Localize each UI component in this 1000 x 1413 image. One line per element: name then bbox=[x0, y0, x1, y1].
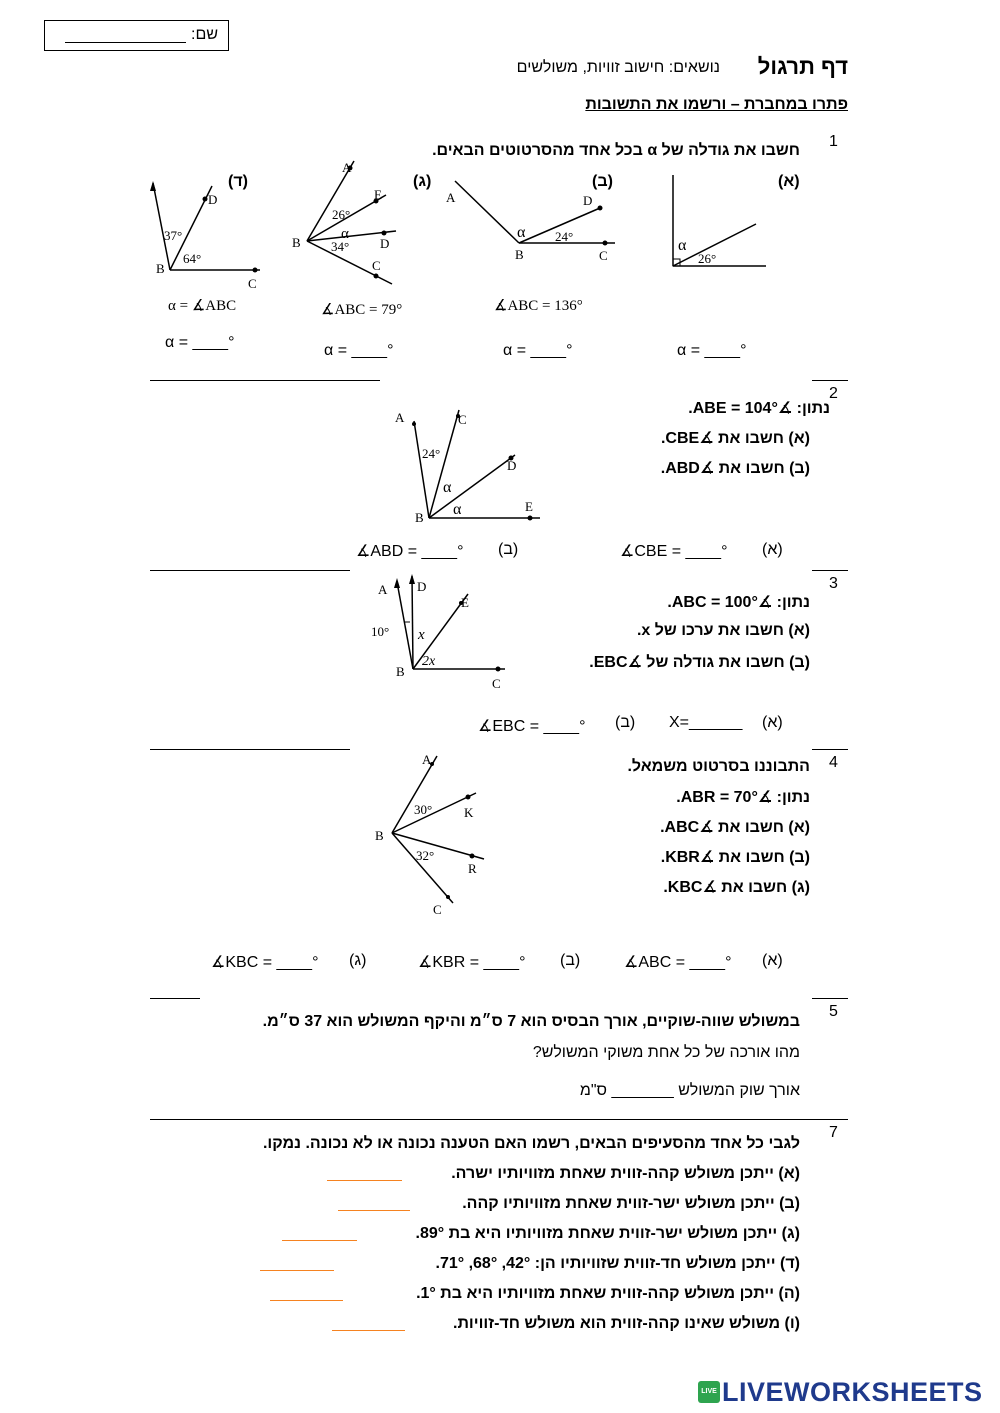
svg-text:26°: 26° bbox=[332, 207, 351, 222]
svg-text:D: D bbox=[417, 579, 427, 594]
divider bbox=[150, 570, 350, 571]
name-box[interactable] bbox=[44, 20, 229, 51]
q1-label-d: (ד) bbox=[228, 173, 248, 190]
svg-text:A: A bbox=[378, 582, 388, 597]
q5-line2: מהו אורכה של כל אחת משוקי המשולש? bbox=[532, 1044, 800, 1061]
q2-number: 2 bbox=[829, 385, 838, 402]
svg-text:B: B bbox=[375, 828, 384, 843]
svg-text:B: B bbox=[515, 247, 524, 262]
q2-diagram bbox=[385, 400, 555, 530]
instruction: פתרו במחברת – ורשמו את התשובות bbox=[585, 96, 848, 113]
divider bbox=[812, 749, 848, 750]
q7-item-c: (ג) ייתכן משולש ישר-זווית שאחת מזוויותיו היא בת 89°. bbox=[415, 1225, 800, 1242]
svg-text:α: α bbox=[443, 479, 452, 496]
q5-line1: במשולש שווה-שוקיים, אורך הבסיס הוא 7 ס״מ והיקף המשולש הוא 37 ס״מ. bbox=[262, 1013, 800, 1030]
q1-label-c: (ג) bbox=[413, 173, 432, 190]
svg-text:x: x bbox=[418, 627, 425, 643]
svg-text:R: R bbox=[468, 861, 477, 876]
q1-given-b: ∡ABC = 136° bbox=[494, 298, 583, 314]
q3-part-b: (ב) חשבו את גודלה של ∡EBC. bbox=[589, 654, 810, 671]
q1-text: חשבו את גודלה של α בכל אחד מהסרטוטים הבאים. bbox=[432, 142, 800, 159]
q1-diagram-a bbox=[673, 175, 766, 266]
svg-text:D: D bbox=[208, 192, 218, 207]
q4-part-a: (א) חשבו את ∡ABC. bbox=[660, 819, 810, 836]
svg-text:B: B bbox=[396, 664, 405, 679]
q7-item-e: (ה) ייתכן משולש קהה-זווית שאחת מזוויותיו היא בת 1°. bbox=[416, 1285, 800, 1302]
q7-item-a: (א) ייתכן משולש קהה-זווית שאחת מזוויותיו ישרה. bbox=[451, 1165, 800, 1182]
page-title: דף תרגול bbox=[757, 54, 848, 79]
q3-part-a: (א) חשבו את ערכו של x. bbox=[636, 622, 810, 639]
q1-number: 1 bbox=[829, 133, 838, 150]
svg-text:C: C bbox=[492, 676, 501, 691]
svg-text:C: C bbox=[248, 276, 257, 291]
svg-text:E: E bbox=[374, 187, 382, 202]
divider bbox=[150, 749, 350, 750]
q7-answer-e[interactable] bbox=[270, 1300, 343, 1301]
q4-part-b: (ב) חשבו את ∡KBR. bbox=[660, 849, 810, 866]
q4-given: נתון: ∡ABR = 70°. bbox=[676, 789, 810, 806]
q7-item-f: (ו) משולש שאינו קהה-זווית הוא משולש חד-זוויות. bbox=[453, 1315, 800, 1332]
q7-answer-f[interactable] bbox=[332, 1330, 405, 1331]
q1-answer-d[interactable]: α = ____° bbox=[165, 334, 235, 351]
divider bbox=[150, 1119, 848, 1120]
svg-text:B: B bbox=[292, 235, 301, 250]
q2-answer-a[interactable]: ∡CBE = ____° bbox=[620, 543, 728, 560]
svg-text:10°: 10° bbox=[371, 624, 390, 639]
q1-diagram-d bbox=[150, 181, 260, 291]
q1-diagram-c bbox=[292, 160, 396, 284]
svg-text:α: α bbox=[453, 501, 462, 518]
svg-text:34°: 34° bbox=[331, 239, 350, 254]
svg-text:α: α bbox=[678, 237, 687, 254]
svg-text:B: B bbox=[156, 261, 165, 276]
q3-answer-a[interactable]: X=______ bbox=[669, 714, 743, 731]
svg-text:C: C bbox=[599, 248, 608, 263]
svg-text:K: K bbox=[464, 805, 474, 820]
q1-answer-a[interactable]: α = ____° bbox=[677, 342, 747, 359]
q1-answer-b[interactable]: α = ____° bbox=[503, 342, 573, 359]
q1-label-a: (א) bbox=[778, 173, 800, 190]
svg-text:D: D bbox=[583, 193, 593, 208]
divider bbox=[812, 380, 848, 381]
q3-given: נתון: ∡ABC = 100°. bbox=[667, 594, 810, 611]
q4-answer-b-label: (ב) bbox=[560, 952, 581, 969]
q1-given-d: α = ∡ABC bbox=[168, 298, 237, 314]
q1-label-b: (ב) bbox=[592, 173, 613, 190]
divider bbox=[812, 998, 848, 999]
svg-text:A: A bbox=[395, 410, 405, 425]
svg-text:B: B bbox=[415, 510, 424, 525]
q1-diagram-b bbox=[446, 181, 615, 263]
q5-answer[interactable]: אורך שוק המשולש _______ ס"מ bbox=[579, 1082, 800, 1099]
svg-text:α: α bbox=[341, 226, 349, 242]
q7-answer-c[interactable] bbox=[282, 1240, 357, 1241]
q7-item-b: (ב) ייתכן משולש ישר-זווית שאחת מזוויותיו קהה. bbox=[462, 1195, 800, 1212]
q7-intro: לגבי כל אחד מהסעיפים הבאים, רשמו האם הטענה נכונה או לא נכונה. נמקו. bbox=[262, 1135, 800, 1152]
q3-diagram bbox=[360, 572, 520, 692]
svg-text:C: C bbox=[433, 902, 442, 917]
svg-text:26°: 26° bbox=[698, 251, 717, 266]
q7-answer-a[interactable] bbox=[327, 1180, 402, 1181]
q2-part-a: (א) חשבו את ∡CBE. bbox=[660, 430, 810, 447]
q3-number: 3 bbox=[829, 575, 838, 592]
q7-answer-b[interactable] bbox=[338, 1210, 410, 1211]
q2-answer-b-label: (ב) bbox=[498, 541, 519, 558]
q2-given: נתון: ∡ABE = 104°. bbox=[688, 400, 830, 417]
q4-answer-a[interactable]: ∡ABC = ____° bbox=[624, 954, 732, 971]
q4-answer-c-label: (ג) bbox=[349, 952, 367, 969]
q4-answer-a-label: (א) bbox=[762, 952, 783, 969]
topics: נושאים: חישוב זוויות, משולשים bbox=[516, 59, 720, 76]
svg-text:30°: 30° bbox=[414, 802, 433, 817]
svg-text:24°: 24° bbox=[422, 446, 441, 461]
q4-intro: התבוננו בסרטוט משמאל. bbox=[627, 758, 810, 775]
q7-item-d: (ד) ייתכן משולש חד-זווית שזוויותיו הן: 42°, 68°, 71°. bbox=[435, 1255, 800, 1272]
q2-answer-b[interactable]: ∡ABD = ____° bbox=[356, 543, 464, 560]
svg-text:C: C bbox=[458, 412, 467, 427]
svg-text:A: A bbox=[446, 190, 456, 205]
svg-text:A: A bbox=[342, 160, 352, 175]
liveworksheets-brand: LIVEWORKSHEETS bbox=[722, 1377, 983, 1407]
svg-text:32°: 32° bbox=[416, 848, 435, 863]
liveworksheets-logo-icon: LIVE bbox=[698, 1381, 720, 1403]
svg-text:37°: 37° bbox=[164, 228, 183, 243]
q2-part-b: (ב) חשבו את ∡ABD. bbox=[660, 460, 810, 477]
q4-diagram bbox=[370, 750, 510, 920]
q3-answer-a-label: (א) bbox=[762, 714, 783, 731]
divider bbox=[150, 380, 380, 381]
q4-answer-b[interactable]: ∡KBR = ____° bbox=[418, 954, 526, 971]
svg-text:64°: 64° bbox=[183, 251, 202, 266]
q4-answer-c[interactable]: ∡KBC = ____° bbox=[211, 954, 319, 971]
svg-text:D: D bbox=[507, 458, 517, 473]
svg-text:α: α bbox=[517, 224, 526, 241]
q1-given-c: ∡ABC = 79° bbox=[321, 302, 403, 318]
divider bbox=[150, 998, 200, 999]
name-label: שם: bbox=[191, 26, 218, 43]
q7-answer-d[interactable] bbox=[260, 1270, 334, 1271]
q3-answer-b[interactable]: ∡EBC = ____° bbox=[478, 718, 586, 735]
q2-answer-a-label: (א) bbox=[762, 541, 783, 558]
svg-text:24°: 24° bbox=[555, 229, 574, 244]
name-underline bbox=[65, 42, 186, 43]
q7-number: 7 bbox=[829, 1124, 838, 1141]
svg-text:C: C bbox=[372, 258, 381, 273]
q1-answer-c[interactable]: α = ____° bbox=[324, 342, 394, 359]
divider bbox=[812, 570, 848, 571]
svg-text:A: A bbox=[422, 752, 432, 767]
q4-part-c: (ג) חשבו את ∡KBC. bbox=[663, 879, 810, 896]
svg-text:2x: 2x bbox=[422, 654, 436, 669]
q4-number: 4 bbox=[829, 754, 838, 771]
q3-answer-b-label: (ב) bbox=[615, 714, 636, 731]
svg-text:E: E bbox=[461, 595, 469, 610]
svg-text:E: E bbox=[525, 499, 533, 514]
q5-number: 5 bbox=[829, 1003, 838, 1020]
svg-text:D: D bbox=[380, 236, 390, 251]
